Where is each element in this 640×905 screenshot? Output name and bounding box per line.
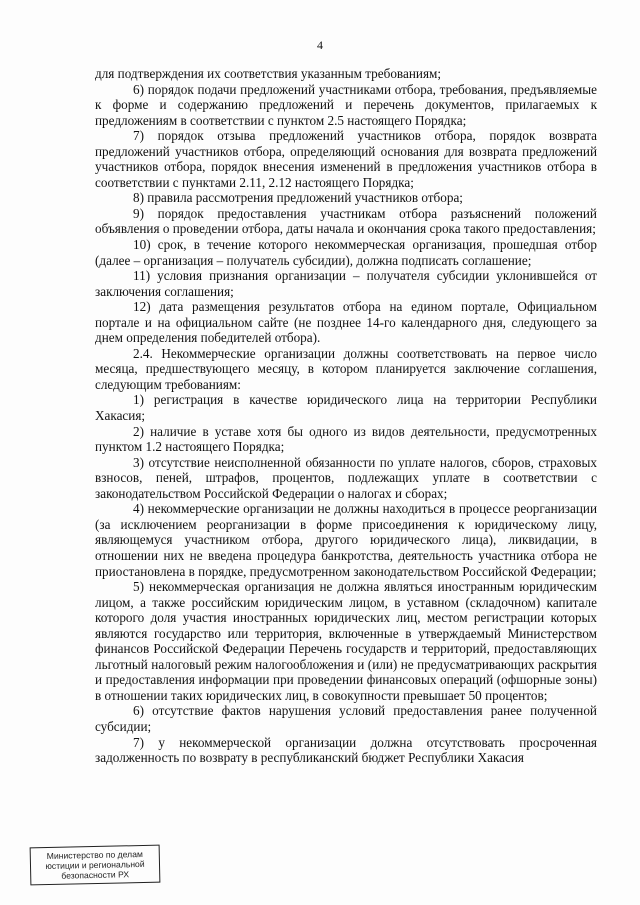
paragraph: 6) порядок подачи предложений участниками отбора, требования, предъявляемые к форме и содержанию предложений и перечень документов, прилагаемых к предложениям в соответствии с пунктом 2.5 настоящего Порядка;	[95, 81, 597, 128]
paragraph: 5) некоммерческая организация не должна являться иностранным юридическим лицом, а также российским юридическим лицом, в уставном (складочном) капитале которого доля участия иностранных юридических лиц, местом регистрации которых являются государство или территория, включенные в утверждаемый Министерством финансов Российской Федерации Перечень государств и территорий, предоставляющих льготный налоговый режим налогообложения и (или) не предусматривающих раскрытия и предоставления информации при проведении финансовых операций (офшорные зоны) в отношении таких юридических лиц, в совокупности превышает 50 процентов;	[95, 579, 597, 703]
stamp-line: Министерство по делам	[46, 848, 143, 862]
paragraph: 10) срок, в течение которого некоммерческая организация, прошедшая отбор (далее – организация – получатель субсидии), должна подписать соглашение;	[95, 237, 597, 268]
paragraph: 9) порядок предоставления участникам отбора разъяснений положений объявления о проведении отбора, даты начала и окончания срока такого предоставления;	[95, 205, 597, 237]
paragraph: 2) наличие в уставе хотя бы одного из видов деятельности, предусмотренных пунктом 1.2 настоящего Порядка;	[95, 423, 597, 455]
page-number: 4	[317, 38, 323, 52]
paragraph: 1) регистрация в качестве юридического лица на территории Республики Хакасия;	[95, 392, 597, 424]
paragraph: 7) порядок отзыва предложений участников отбора, порядок возврата предложений участников отбора, определяющий основания для возврата предложений участников отбора, порядок внесения изменений в предложения участников отбора в соответствии с пунктами 2.11, 2.12 настоящего Порядка;	[95, 128, 597, 190]
paragraph: 8) правила рассмотрения предложений участников отбора;	[133, 190, 463, 206]
paragraph: 3) отсутствие неисполненной обязанности по уплате налогов, сборов, страховых взносов, пеней, штрафов, процентов, подлежащих уплате в соответствии с законодательством Российской Федерации о налогах и сборах;	[95, 454, 597, 501]
paragraph: 7) у некоммерческой организации должна отсутствовать просроченная задолженность по возврату в республиканский бюджет Республики Хакасия	[95, 734, 597, 766]
paragraph: 6) отсутствие фактов нарушения условий предоставления ранее полученной субсидии;	[95, 703, 597, 734]
paragraph: 4) некоммерческие организации не должны находиться в процессе реорганизации (за исключением реорганизации в форме присоединения к юридическому лицу, являющемуся участником отбора, другого юридического лица), ликвидации, в отношении них не введена процедура банкротства, деятельность участника отбора не приостановлена в порядке, предусмотренном законодательством Российской Федерации;	[95, 501, 597, 579]
paragraph: 2.4. Некоммерческие организации должны соответствовать на первое число месяца, предшествующего месяцу, в котором планируется заключение соглашения, следующим требованиям:	[95, 345, 597, 392]
document-body	[95, 66, 597, 766]
paragraph: 11) условия признания организации – получателя субсидии уклонившейся от заключения соглашения;	[95, 268, 597, 299]
paragraph: для подтверждения их соответствия указанным требованиям;	[95, 66, 442, 81]
paragraph: 12) дата размещения результатов отбора на едином портале, Официальном портале и на официальном сайте (не позднее 14-го календарного дня, следующего за днем определения победителей отбора).	[95, 299, 597, 346]
stamp-line: юстиции и региональной	[45, 858, 145, 872]
stamp-line: безопасности РХ	[61, 869, 130, 881]
ministry-stamp	[30, 845, 161, 886]
